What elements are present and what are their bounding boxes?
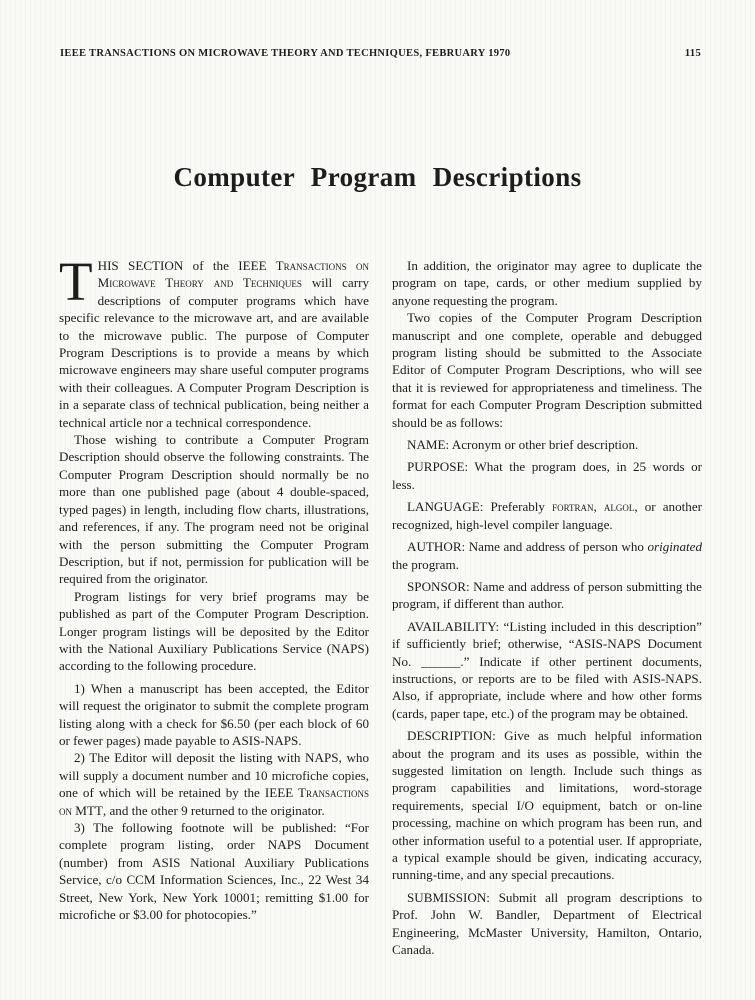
paragraph (392, 309, 702, 431)
paragraph (59, 588, 369, 675)
text-segment: In addition, the originator may agree to duplicate the program on tape, cards, or other medium supplied by anyone requesting the program. (392, 258, 702, 308)
text-segment: 1) When a manuscript has been accepted, the Editor will request the originator to submit the complete program listing along with a check for $6.50 (per each block of 60 or fewer pages) made payable to ASIS-NAPS. (59, 680, 369, 748)
page-number: 115 (684, 48, 701, 59)
text-segment: Name and address of person who (465, 539, 648, 555)
journal-header-text: IEEE TRANSACTIONS ON MICROWAVE THEORY AND TECHNIQUES, FEBRUARY 1970 (60, 48, 511, 59)
text-segment: “Listing included in this description” if sufficiently brief; otherwise, “ASIS-NAPS Document No. ______.” Indicate if other pertinent documents, instructions, or reports are to be filed with ASIS-NAPS. Also, if appropriate, include where and how other forms (cards, paper tape, etc.) of the program may be obtained. (392, 618, 702, 721)
text-segment: , or another recognized, high-level compiler language. (392, 499, 703, 532)
paragraph (59, 680, 369, 750)
text-segment: will carry descriptions of computer programs which have specific relevance to the microwave art, and are available to the microwave public. The purpose of Computer Program Descriptions is to provide a means by which microwave engineers may share useful computer programs with their colleagues. A Computer Program Description is in a separate class of technical publication, being neither a technical article nor a technical correspondence. (59, 275, 369, 430)
text-segment: 3) The following footnote will be published: “For complete program listing, order NAPS Document (number) from ASIS National Auxiliary Publications Service, c/o CCM Information Sciences, Inc., 22 West 34 Street, New York, New York 10001; remitting $1.00 for microfiche or $3.00 for photocopies.” (59, 820, 369, 923)
column-right (392, 257, 702, 958)
text-segment: SPONSOR: (407, 578, 470, 594)
paragraph (392, 618, 702, 722)
text-segment: SUBMISSION: (407, 889, 490, 905)
text-segment: algol (603, 499, 635, 515)
text-segment: originated (647, 539, 702, 555)
text-segment: LANGUAGE: (407, 499, 484, 515)
paragraph (392, 257, 702, 309)
paragraph (392, 458, 702, 493)
text-segment: Give as much helpful information about the program and its uses as possible, within the suggested limitation on length. Include such things as program capabilities and limitations, word-storage requirements, special I/O equipment, batch or on-line processing, machine on which program has been run, and other information useful to a potential user. If appropriate, a typical example should be given, indicating accuracy, running-time, and any special precautions. (392, 728, 702, 883)
text-segment: Program listings for very brief programs may be published as part of the Computer Program Description. Longer program listings will be deposited by the Editor with the National Auxiliary Publications Service (NAPS) according to the following procedure. (59, 588, 369, 674)
text-segment: PURPOSE: (407, 459, 469, 475)
text-segment: Those wishing to contribute a Computer Program Description should observe the following constraints. The Computer Program Description should normally be no more than one published page (about 4 double-spaced, typed pages) in length, including flow charts, illustrations, and references, if any. The program need not be original with the person submitting the Computer Program Description, but if not, permission for publication will be required from the originator. (59, 432, 369, 587)
body-columns (59, 251, 703, 958)
paragraph (59, 251, 369, 431)
article-title: Computer Program Descriptions (173, 162, 582, 193)
paragraph (392, 538, 702, 573)
paragraph (59, 749, 369, 819)
text-segment: NAME: (407, 437, 450, 453)
text-segment: AVAILABILITY: (407, 618, 500, 634)
text-segment: HIS SECTION of the (97, 258, 239, 273)
paragraph (392, 436, 702, 453)
paragraph (392, 578, 702, 613)
text-segment: IEEE Transactions on Microwave Theory and Techniques (97, 258, 369, 291)
paragraph (59, 431, 369, 588)
text-segment: What the program does, in 25 words or less. (392, 459, 702, 492)
paragraph (392, 498, 702, 533)
text-segment: Submit all program descriptions to Prof. John W. Bandler, Department of Electrical Engineering, McMaster University, Hamilton, Ontario, Canada. (392, 889, 702, 958)
drop-cap: T (59, 251, 93, 312)
text-segment: Two copies of the Computer Program Description manuscript and one complete, operable and debugged program listing should be submitted to the Associate Editor of Computer Program Descriptions, who will see that it is reviewed for appropriateness and timeliness. The format for each Computer Program Description submitted should be as follows: (392, 310, 702, 430)
text-segment: AUTHOR: (407, 539, 466, 555)
text-segment: Name and address of person submitting the program, if different than author. (392, 578, 702, 612)
text-segment: Preferably (483, 499, 553, 515)
paragraph (392, 727, 702, 884)
text-segment: 2) The Editor will deposit the listing with NAPS, who will supply a document number and 10 microfiche copies, one of which will be retained by the (59, 750, 369, 801)
text-segment: , (593, 499, 604, 515)
paragraph (59, 819, 369, 923)
text-segment: fortran (552, 499, 594, 515)
paragraph (392, 889, 702, 959)
text-segment: the program. (392, 556, 459, 572)
text-segment: , and the other 9 returned to the originator. (102, 802, 325, 818)
text-segment: Acronym or other brief description. (449, 437, 639, 453)
text-segment: DESCRIPTION: (407, 728, 496, 744)
text-segment: IEEE Transactions on MTT (59, 785, 369, 818)
running-head (60, 48, 701, 59)
column-left (59, 251, 369, 958)
